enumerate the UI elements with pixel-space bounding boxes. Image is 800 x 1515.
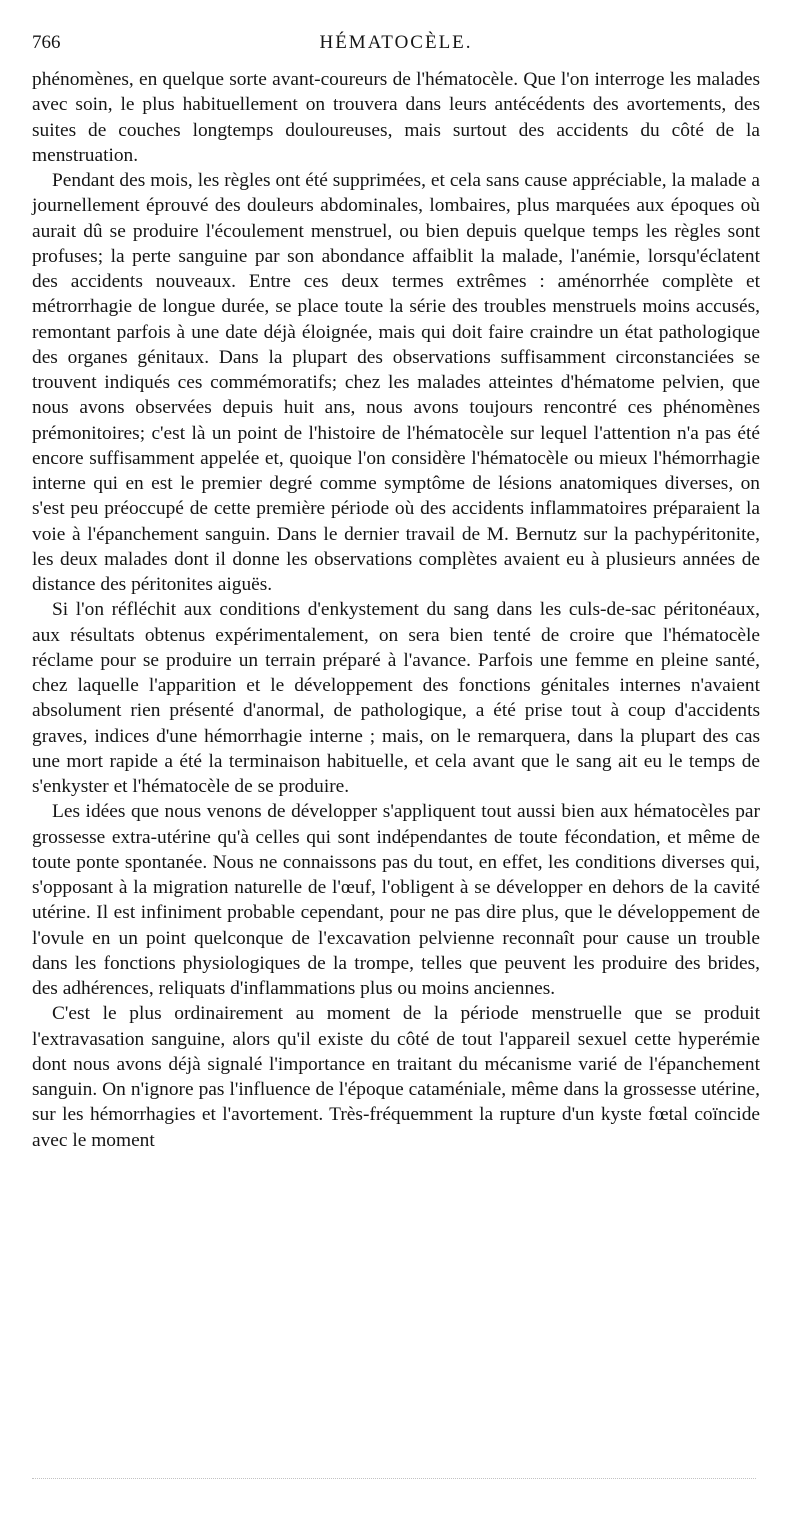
paragraph: Pendant des mois, les règles ont été supprimées, et cela sans cause appréciable, la malade a journellement éprouvé des douleurs abdominales, lombaires, plus marquées aux époques où aurait dû se produire l'écoulement menstruel, ou bien depuis quelque temps les règles sont profuses; la perte sanguine par son abondance affaiblit la malade, l'anémie, lorsqu'éclatent des accidents nouveaux. Entre ces deux termes extrêmes : aménorrhée complète et métrorrhagie de longue durée, se place toute la série des troubles menstruels moins accusés, remontant parfois à une date déjà éloignée, mais qui doit faire craindre un état pathologique des organes génitaux. Dans la plupart des observations suffisamment circonstanciées se trouvent indiqués ces commémoratifs; chez les malades atteintes d'hématome pelvien, que nous avons observées depuis huit ans, nous avons toujours rencontré ces phénomènes prémonitoires; c'est là un point de l'histoire de l'hématocèle sur lequel l'attention n'a pas été encore suffisamment appelée et, quoique l'on considère l'hématocèle ou mieux l'hémorrhagie interne qui en est le premier degré comme symptôme de lésions anatomiques diverses, on s'est peu préoccupé de cette première période où des accidents inflammatoires préparaient la voie à l'épanchement sanguin. Dans le dernier travail de M. Bernutz sur la pachypéritonite, les deux malades dont il donne les observations complètes avaient eu à plusieurs années de distance des péritonites aiguës. [32,170,760,595]
paragraph-continued: phénomènes, en quelque sorte avant-coureurs de l'hématocèle. Que l'on interroge les malades avec soin, le plus habituellement on trouvera dans leurs antécédents des avortements, des suites de couches longtemps douloureuses, mais surtout des accidents du côté de la menstruation. [32,69,760,166]
body-text [32,67,760,1153]
page-number: 766 [32,32,61,53]
page [32,30,760,1153]
paragraph: C'est le plus ordinairement au moment de la période menstruelle que se produit l'extravasation sanguine, alors qu'il existe du côté de tout l'appareil sexuel cette hyperémie dont nous avons déjà signalé l'importance en traitant du mécanisme varié de l'épanchement sanguin. On n'ignore pas l'influence de l'époque cataméniale, même dans la grossesse utérine, sur les hémorrhagies et l'avortement. Très-fréquemment la rupture d'un kyste fœtal coïncide avec le moment [32,1003,760,1151]
paragraph: Les idées que nous venons de développer s'appliquent tout aussi bien aux hématocèles par grossesse extra-utérine qu'à celles qui sont indépendantes de toute fécondation, et même de toute ponte spontanée. Nous ne connaissons pas du tout, en effet, les conditions diverses qui, s'opposant à la migration naturelle de l'œuf, l'obligent à se développer en dehors de la cavité utérine. Il est infiniment probable cependant, pour ne pas dire plus, que le développement de l'ovule en un point quelconque de l'excavation pelvienne reconnaît pour cause un trouble dans les fonctions physiologiques de la trompe, telles que peuvent les produire des brides, des adhérences, reliquats d'inflammations plus ou moins anciennes. [32,801,760,999]
footer-rule [32,1478,756,1479]
running-title: HÉMATOCÈLE. [319,32,473,53]
paragraph: Si l'on réfléchit aux conditions d'enkystement du sang dans les culs-de-sac péritonéaux, aux résultats obtenus expérimentalement, on sera bien tenté de croire que l'hématocèle réclame pour se produire un terrain préparé à l'avance. Parfois une femme en pleine santé, chez laquelle l'apparition et le développement des fonctions génitales internes n'avaient absolument rien présenté d'anormal, de pathologique, a été prise tout à coup d'accidents graves, indices d'une hémorrhagie interne ; mais, on le remarquera, dans la plupart des cas une mort rapide a été la terminaison habituelle, et cela avant que le sang ait eu le temps de s'enkyster et l'hématocèle de se produire. [32,599,760,797]
running-head [32,30,760,56]
